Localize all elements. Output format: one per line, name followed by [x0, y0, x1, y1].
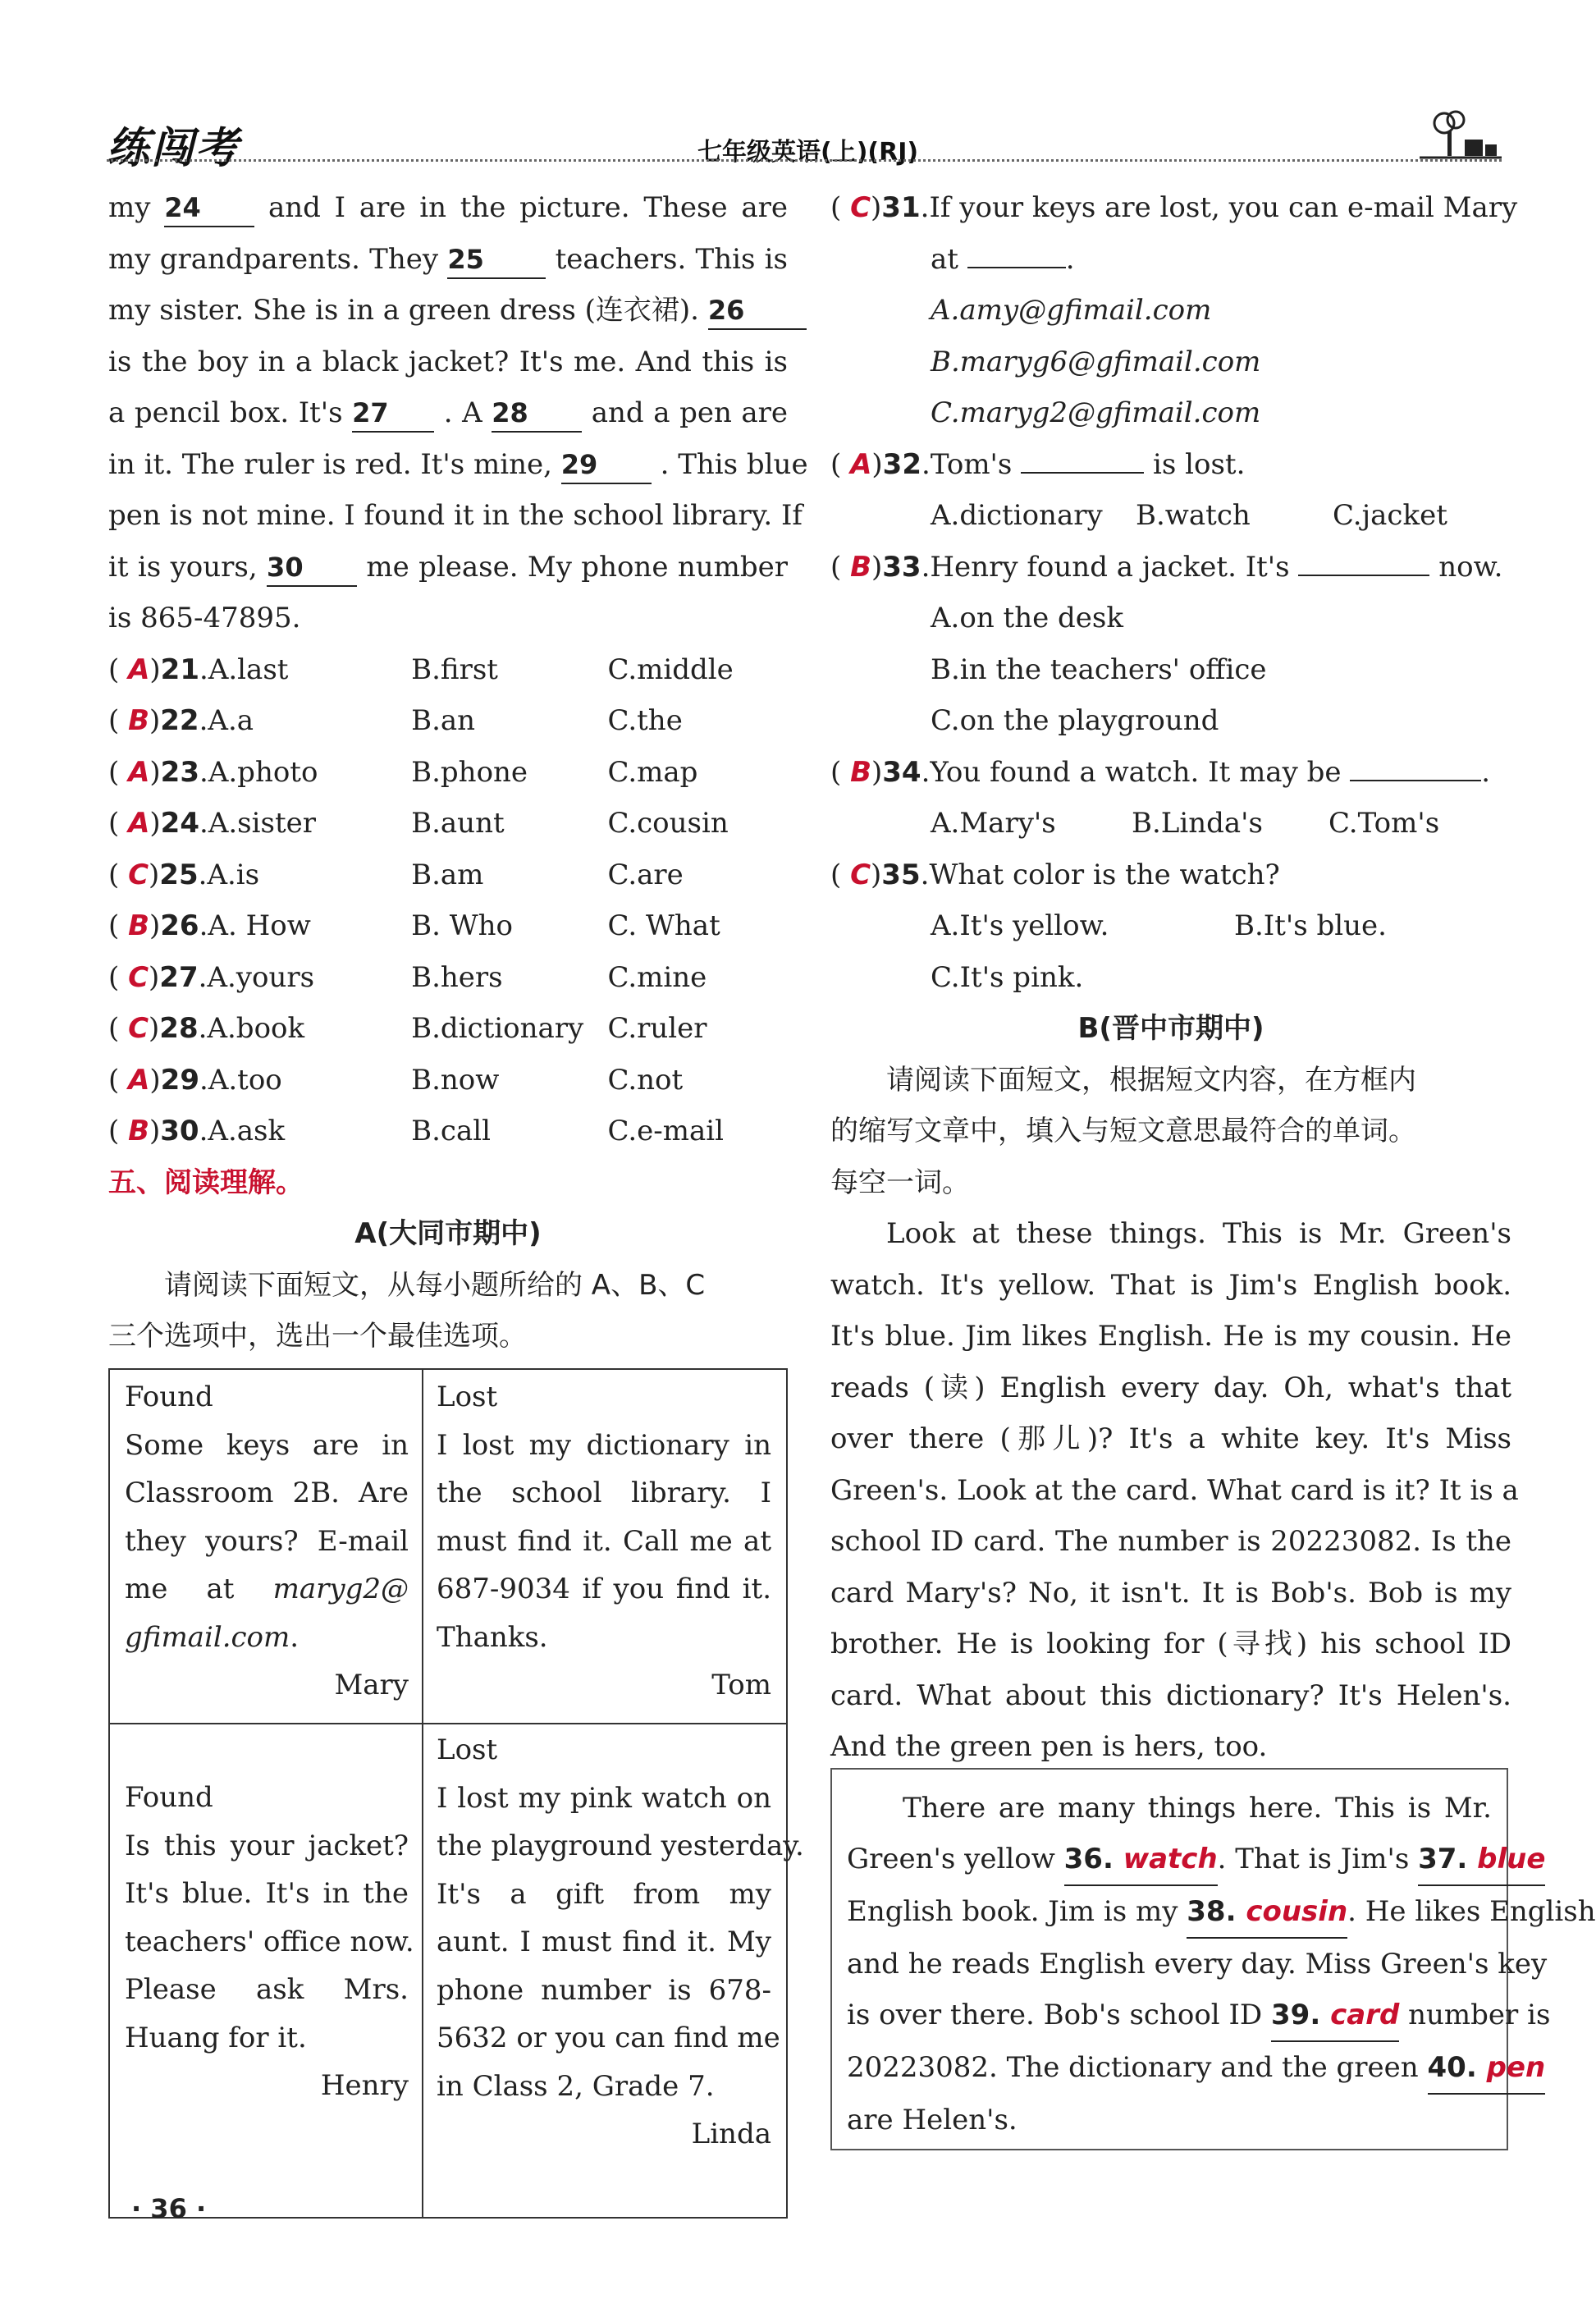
passage-line: is the boy in a black jacket? It's me. And this is: [108, 345, 788, 378]
question-row: ( B)30.A.ask B.call C.e-mail: [108, 1115, 725, 1147]
passage-line: my grandparents. They 25 teachers. This is: [108, 234, 788, 286]
blank-28: 28: [492, 395, 582, 433]
answer-39: card: [1330, 1999, 1400, 2031]
lost-notice-dictionary: Lost I lost my dictionary in the school library. I must find it. Call me at 687-9034 if you find it. Thanks. Tom: [437, 1381, 771, 1701]
passage-line: Look at these things. This is Mr. Green's: [886, 1217, 1511, 1250]
question-31: ( C)31.If your keys are lost, you can e-mail Mary: [830, 191, 1518, 224]
header-dotted-rule: [107, 159, 1502, 162]
question-row: ( A)23.A.photo B.phone C.map: [108, 755, 698, 789]
blank-26: 26: [708, 292, 807, 330]
blank-25: 25: [447, 241, 546, 279]
passage-line: brother. He is looking for (寻找) his school ID: [830, 1628, 1511, 1660]
part-b-title: B(晋中市期中): [1077, 1012, 1264, 1045]
question-row: ( C)27.A.yours B.hers C.mine: [108, 960, 707, 994]
question-35: ( C)35.What color is the watch?: [830, 858, 1280, 891]
instruction-line: 的缩写文章中，填入与短文意思最符合的单词。: [830, 1115, 1416, 1147]
page-header: [107, 107, 1502, 173]
passage-line: my 24 and I are in the picture. These are: [108, 182, 788, 234]
blank-27: 27: [352, 395, 434, 433]
lost-notice-watch: Lost I lost my pink watch on the playground yesterday. It's a gift from my aunt. I must find it. My phone number is 678- 5632 or you can find me in Class 2, Grade 7. Linda: [437, 1733, 804, 2150]
passage-line: my sister. She is in a green dress (连衣裙). 26: [108, 285, 788, 337]
answer-40: pen: [1486, 2051, 1546, 2084]
passage-line: pen is not mine. I found it in the school library. If: [108, 499, 803, 532]
option-b: B.maryg6@gfimail.com: [931, 345, 1261, 378]
options-row: A.dictionary B.watch C.jacket: [931, 499, 1447, 532]
question-32: ( A)32.Tom's is lost.: [830, 447, 1246, 481]
passage-line: reads (读) English every day. Oh, what's that: [830, 1371, 1511, 1404]
passage-line: a pencil box. It's 27 . A 28 and a pen are: [108, 387, 788, 439]
found-notice-keys: Found Some keys are in Classroom 2B. Are they yours? E-mail me at maryg2@ gfimail.com. Mary: [125, 1381, 409, 1701]
question-row: ( B)22.A.a B.an C.the: [108, 704, 683, 737]
left-column: [108, 182, 808, 1362]
option-c: C.on the playground: [931, 704, 1219, 737]
passage-line: And the green pen is hers, too.: [830, 1730, 1268, 1763]
options-row: A.Mary's B.Linda's C.Tom's: [931, 807, 1440, 840]
table-divider: [110, 1723, 786, 1724]
question-row: ( A)29.A.too B.now C.not: [108, 1063, 684, 1097]
cloze-options-list: [108, 644, 788, 1157]
option-a: A.on the desk: [931, 602, 1123, 634]
passage-line: school ID card. The number is 20223082. Is the: [830, 1525, 1511, 1558]
instruction-line: 每空一词。: [830, 1165, 970, 1199]
passage-line: watch. It's yellow. That is Jim's English book.: [830, 1268, 1511, 1302]
question-row: ( C)28.A.book B.dictionary C.ruler: [108, 1012, 707, 1045]
passage-line: in it. The ruler is red. It's mine, 29 . This blue: [108, 439, 788, 491]
found-notice-jacket: Found Is this your jacket? It's blue. It's in the teachers' office now. Please ask Mrs. Huang for it. Henry: [125, 1781, 414, 2102]
options-row: A.It's yellow. B.It's blue.: [931, 909, 1387, 942]
passage-line: over there (那儿)? It's a white key. It's Miss: [830, 1422, 1511, 1455]
answer-38: cousin: [1246, 1895, 1348, 1928]
book-title: 七年级英语(上)(RJ): [697, 138, 919, 167]
instruction-line: 三个选项中，选出一个最佳选项。: [108, 1320, 527, 1353]
right-column: ( C)31.If your keys are lost, you can e-mail Mary at . A.amy@gfimail.com B.maryg6@gfimail.com C.maryg2@gfimail.com ( A)32.Tom's is lost. A.dictionary B.watch C.jacket ( B)33.Henry found a jacket. It's now. A.on the desk B.in the teachers' office C.on the playground ( B)34.You found a watch. It may be . A.Mary's B.Linda's C.Tom's ( C)35.What color is the watch? A.It's yellow. B.It's blue. C.It's pink. B(晋中市期中) 请阅读下面短文，根据短文内容，在方框内 的缩写文章中，填入与短文意思最符合的单词。 每空一词。 Look at these things. This is Mr. Green's watch. It's yellow. That is Jim's English book. It's blue. Jim likes English. He is my cousin. He reads (读) English every day. Oh, what's that over there (那儿)? It's a white key. It's Miss Green's. Look at the card. What card is it? It is a school ID card. The number is 20223082. Is the card Mary's? No, it isn't. It is Bob's. Bob is my brother. He is looking for (寻找) his school ID card. What about this dictionary? It's Helen's. And the green pen is hers, too.: [830, 182, 1511, 1773]
part-a-title: A(大同市期中): [354, 1217, 542, 1250]
notice-board-table: [108, 1368, 804, 2219]
passage-line: It's blue. Jim likes English. He is my cousin. He: [830, 1320, 1511, 1353]
option-b: B.in the teachers' office: [931, 653, 1267, 686]
question-33: ( B)33.Henry found a jacket. It's now.: [830, 550, 1503, 584]
page-number: · 36 ·: [131, 2193, 207, 2224]
instruction-line: 请阅读下面短文，根据短文内容，在方框内: [886, 1063, 1416, 1097]
question-row: ( C)25.A.is B.am C.are: [108, 858, 684, 891]
brand-logo: 练闯考: [107, 124, 240, 173]
instruction-line: 请阅读下面短文，从每小题所给的 A、B、C: [164, 1268, 706, 1302]
answer-37: blue: [1477, 1843, 1546, 1875]
option-c: C.It's pink.: [931, 960, 1084, 994]
section-heading: 五、阅读理解。: [108, 1165, 304, 1199]
option-a: A.amy@gfimail.com: [931, 294, 1212, 327]
passage-line: it is yours, 30 me please. My phone number: [108, 542, 788, 593]
passage-line: Green's. Look at the card. What card is it? It is a: [830, 1473, 1519, 1507]
option-c: C.maryg2@gfimail.com: [931, 396, 1261, 429]
passage-line: is 865-47895.: [108, 602, 301, 634]
blank-30: 30: [267, 549, 357, 587]
question-34: ( B)34.You found a watch. It may be .: [830, 755, 1491, 789]
question-row: ( B)26.A. How B. Who C. What: [108, 909, 720, 942]
table-divider: [422, 1370, 423, 2217]
passage-line: card. What about this dictionary? It's Helen's.: [830, 1678, 1511, 1712]
question-row: ( A)21.A.last B.first C.middle: [108, 653, 734, 686]
blank-29: 29: [561, 446, 652, 484]
tree-house-icon: [1420, 107, 1502, 159]
blank-24: 24: [164, 190, 254, 227]
answer-36: watch: [1123, 1843, 1218, 1875]
summary-box: There are many things here. This is Mr. Green's yellow 36. watch. That is Jim's 37. blue English book. Jim is my 38. cousin. He likes English and he reads English every day. Miss Green's key is over there. Bob's school ID 39. card number is 20223082. The dictionary and the green 40. pen are Helen's.: [830, 1768, 1508, 2150]
passage-line: card Mary's? No, it isn't. It is Bob's. Bob is my: [830, 1576, 1511, 1610]
question-row: ( A)24.A.sister B.aunt C.cousin: [108, 807, 729, 840]
